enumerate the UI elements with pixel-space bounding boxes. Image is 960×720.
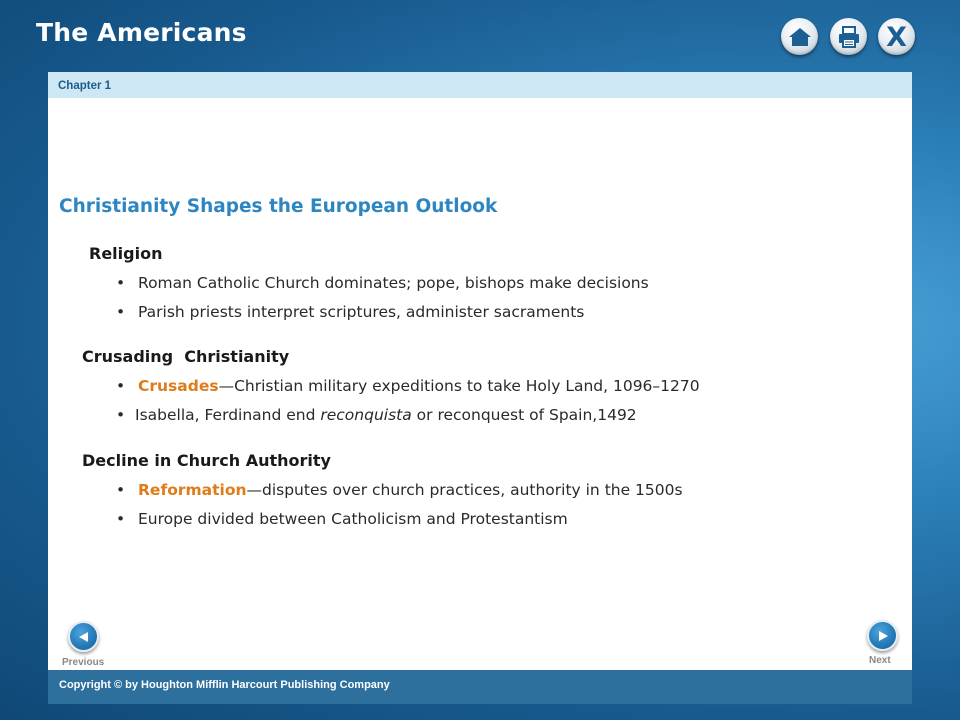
print-icon bbox=[838, 26, 860, 48]
bullet-icon: • bbox=[116, 481, 126, 499]
home-icon bbox=[789, 27, 811, 47]
bullet-icon: • bbox=[116, 274, 126, 292]
section-heading-decline: Decline in Church Authority bbox=[82, 451, 331, 470]
next-button[interactable] bbox=[867, 620, 898, 651]
print-button[interactable] bbox=[830, 18, 867, 55]
chapter-label: Chapter 1 bbox=[58, 80, 112, 92]
bullet-icon: • bbox=[116, 303, 126, 321]
list-item: • Reformation—disputes over church practices, authority in the 1500s bbox=[116, 481, 683, 499]
close-button[interactable] bbox=[878, 18, 915, 55]
bullet-icon: • bbox=[116, 510, 126, 528]
copyright-text: Copyright © by Houghton Mifflin Harcourt Publishing Company bbox=[59, 679, 390, 691]
term-reconquista: reconquista bbox=[320, 406, 412, 424]
footer-bar bbox=[48, 670, 912, 704]
list-item: • Roman Catholic Church dominates; pope, bishops make decisions bbox=[116, 274, 649, 292]
list-item: • Crusades—Christian military expeditions to take Holy Land, 1096–1270 bbox=[116, 377, 700, 395]
triangle-right-icon bbox=[877, 630, 889, 642]
bullet-icon: • bbox=[116, 406, 126, 424]
close-icon: X bbox=[886, 21, 907, 53]
list-item: • Isabella, Ferdinand end reconquista or reconquest of Spain,1492 bbox=[116, 406, 637, 424]
previous-label[interactable]: Previous bbox=[62, 657, 105, 668]
term-crusades: Crusades bbox=[138, 377, 219, 395]
next-label[interactable]: Next bbox=[869, 655, 891, 666]
slide-panel bbox=[48, 72, 912, 704]
slide-title: Christianity Shapes the European Outlook bbox=[59, 196, 498, 217]
section-heading-religion: Religion bbox=[89, 244, 163, 263]
bullet-icon: • bbox=[116, 377, 126, 395]
list-item: • Parish priests interpret scriptures, administer sacraments bbox=[116, 303, 585, 321]
home-button[interactable] bbox=[781, 18, 818, 55]
section-heading-crusading: Crusading Christianity bbox=[82, 347, 290, 366]
chapter-bar bbox=[48, 72, 912, 98]
app-title: The Americans bbox=[36, 18, 247, 47]
triangle-left-icon bbox=[78, 631, 90, 643]
list-item: • Europe divided between Catholicism and Protestantism bbox=[116, 510, 568, 528]
term-reformation: Reformation bbox=[138, 481, 247, 499]
previous-button[interactable] bbox=[68, 621, 99, 652]
